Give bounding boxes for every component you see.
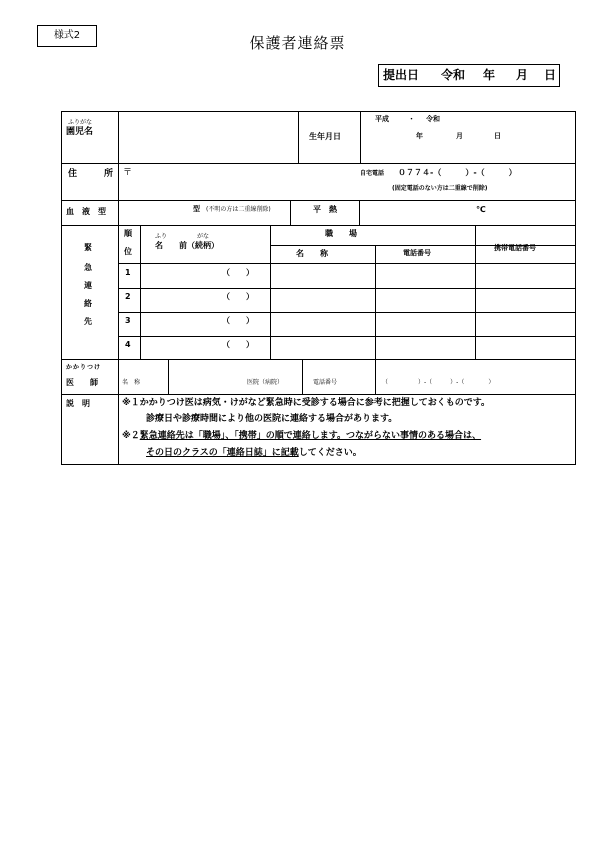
submission-date-box xyxy=(378,64,560,87)
contact-row-number: 2 xyxy=(125,292,131,301)
row-divider xyxy=(118,288,575,289)
doctor-phone-label: 電話番号 xyxy=(313,379,338,386)
name-furigana: ふり xyxy=(155,233,168,240)
workplace-phone-label: 電話番号 xyxy=(403,249,431,257)
row-divider xyxy=(62,394,575,395)
family-doctor-label: かかりつけ xyxy=(66,364,102,371)
blood-type-unit: 型 xyxy=(193,205,200,213)
birthdate-era-separator: ・ xyxy=(408,115,415,123)
order-label: 位 xyxy=(124,247,132,256)
col-divider xyxy=(375,359,376,394)
emergency-contact-label: 急 xyxy=(84,263,92,272)
blood-type-label: 血 液 型 xyxy=(66,207,106,216)
form-number-label: 様式2 xyxy=(37,25,97,47)
submission-date-month: 月 xyxy=(516,68,529,82)
submission-date-era: 令和 xyxy=(441,68,466,82)
home-phone-field: ０７７４-（ ）-（ ） xyxy=(398,168,517,177)
contact-row-number: 3 xyxy=(125,316,131,325)
row-divider xyxy=(118,312,575,313)
col-divider xyxy=(359,200,360,225)
child-name-label: 園児名 xyxy=(66,127,94,137)
family-doctor-label: 医 師 xyxy=(66,378,98,387)
birthdate-month: 月 xyxy=(456,132,463,140)
contact-name-label: 名 前（続柄） xyxy=(155,241,219,250)
emergency-contact-label: 緊 xyxy=(84,243,92,252)
notes-line-1: ※１かかりつけ医は病気・けがなど緊急時に受診する場合に参考に把握しておくものです。 xyxy=(122,398,491,408)
col-divider xyxy=(298,112,299,163)
col-divider xyxy=(118,112,119,464)
row-divider xyxy=(118,336,575,337)
birthdate-era-reiwa: 令和 xyxy=(426,115,440,123)
notes-line-4 xyxy=(146,449,362,458)
contact-row-number: 1 xyxy=(125,268,131,277)
row-divider xyxy=(118,263,575,264)
contact-relationship: （ ） xyxy=(222,340,254,349)
birthdate-label: 生年月日 xyxy=(309,132,341,141)
emergency-contact-label: 連 xyxy=(84,281,92,290)
home-phone-note: (固定電話のない方は二重線で削除) xyxy=(392,185,488,192)
notes-line-4-text: その日のクラスの「連絡日誌」に記載 xyxy=(146,448,299,458)
submission-date-year: 年 xyxy=(483,68,496,82)
normal-temp-label: 平 熱 xyxy=(313,205,337,214)
postal-mark: 〒 xyxy=(123,168,133,178)
workplace-name-label: 名 称 xyxy=(296,249,328,258)
contact-relationship: （ ） xyxy=(222,316,254,325)
order-label: 順 xyxy=(124,229,132,238)
row-divider xyxy=(62,225,575,226)
page-title: 保護者連絡票 xyxy=(249,34,346,52)
col-divider xyxy=(360,112,361,163)
contact-row-number: 4 xyxy=(125,340,131,349)
col-divider xyxy=(140,225,141,359)
notes-line-3 xyxy=(122,432,481,441)
col-divider xyxy=(270,225,271,359)
contact-relationship: （ ） xyxy=(222,292,254,301)
blood-type-note: (不明の方は二重線削除) xyxy=(206,206,271,213)
doctor-name-label: 名 称 xyxy=(122,379,141,386)
mobile-phone-label: 携帯電話番号 xyxy=(494,244,536,252)
address-label: 所 xyxy=(104,169,114,179)
emergency-contact-label: 先 xyxy=(84,317,92,326)
normal-temp-unit: ℃ xyxy=(476,205,486,214)
notes-line-3-text: 緊急連絡先は「職場」、「携帯」の順で連絡します。つながらない事情のある場合は、 xyxy=(139,431,482,441)
address-label: 住 xyxy=(68,169,78,179)
doctor-phone-field: （ ）-（ ）-（ ） xyxy=(382,379,495,386)
notes-label: 説 明 xyxy=(66,399,90,408)
emergency-contact-label: 絡 xyxy=(84,299,92,308)
col-divider xyxy=(290,200,291,225)
notes-line-4-suffix: してください。 xyxy=(298,448,362,458)
col-divider xyxy=(168,359,169,394)
col-divider xyxy=(375,245,376,359)
submission-date-label: 提出日 xyxy=(383,68,420,82)
row-divider xyxy=(62,200,575,201)
row-divider xyxy=(62,359,575,360)
birthdate-day: 日 xyxy=(494,132,501,140)
birthdate-era-heisei: 平成 xyxy=(375,115,389,123)
submission-date-day: 日 xyxy=(544,68,557,82)
col-divider xyxy=(475,225,476,359)
contact-form-table xyxy=(61,111,576,465)
home-phone-label: 自宅電話 xyxy=(360,170,385,177)
row-divider xyxy=(62,163,575,164)
workplace-label: 職 場 xyxy=(325,229,357,238)
notes-line-3-prefix: ※２ xyxy=(122,431,140,441)
name-furigana: がな xyxy=(197,233,210,240)
notes-line-2: 診療日や診療時間により他の医院に連絡する場合があります。 xyxy=(146,414,398,424)
col-divider xyxy=(302,359,303,394)
birthdate-year: 年 xyxy=(416,132,423,140)
doctor-clinic-label: 医院（病院） xyxy=(247,379,284,386)
child-name-furigana: ふりがな xyxy=(68,119,93,126)
contact-relationship: （ ） xyxy=(222,268,254,277)
